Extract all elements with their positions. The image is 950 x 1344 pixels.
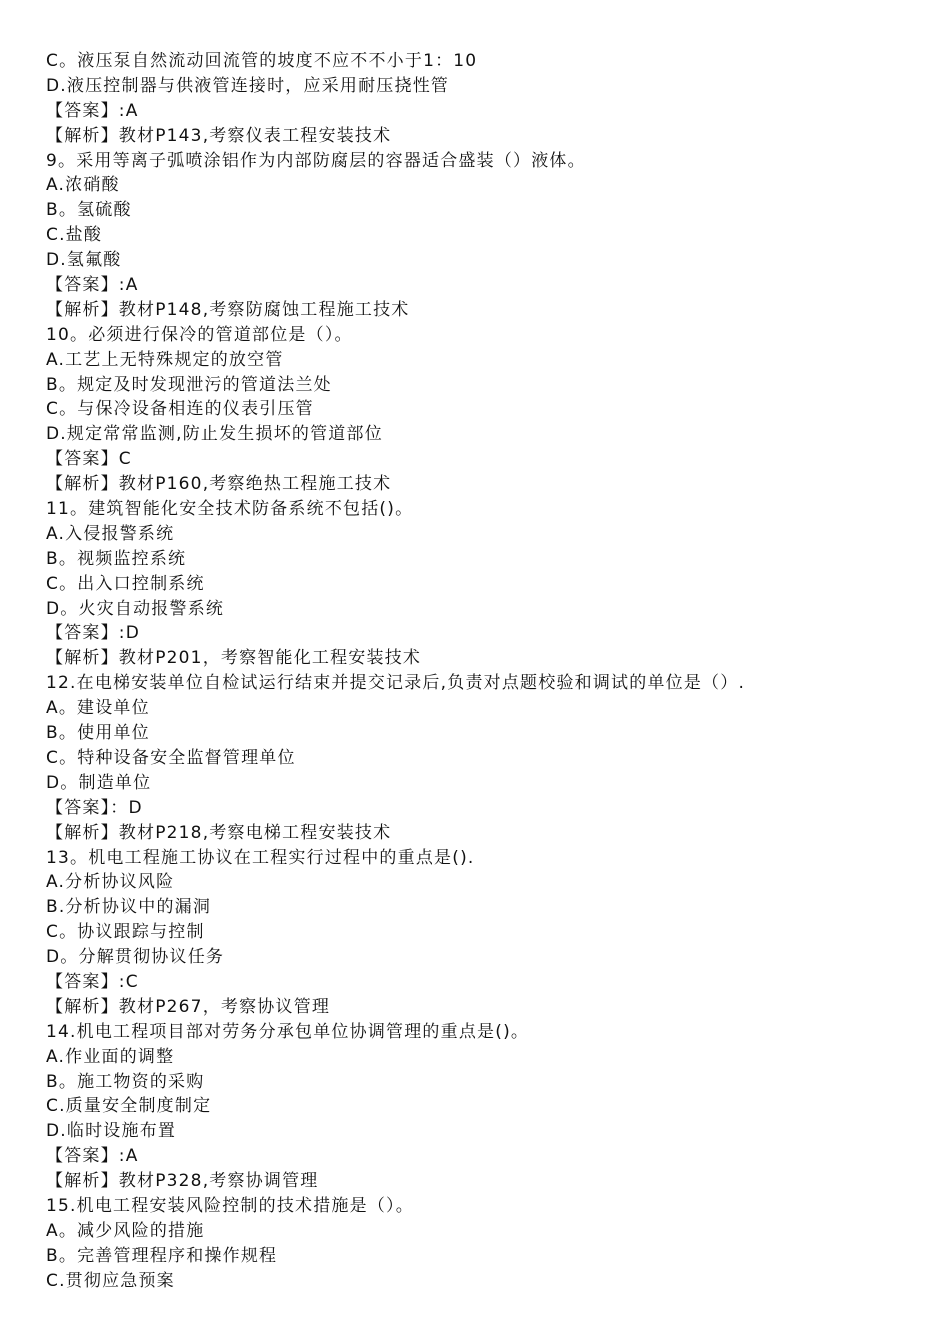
option-line: A.浓硝酸 <box>46 175 120 196</box>
option-line: B。规定及时发现泄污的管道法兰处 <box>46 374 332 395</box>
explanation-line: 【解析】教材P160,考察绝热工程施工技术 <box>46 474 392 495</box>
explanation-line: 【解析】教材P267，考察协议管理 <box>46 996 331 1017</box>
answer-line: 【答案】:C <box>46 971 139 992</box>
option-line: C。特种设备安全监督管理单位 <box>46 747 296 768</box>
option-line: A.分析协议风险 <box>46 872 175 893</box>
option-line: C。协议跟踪与控制 <box>46 922 205 943</box>
option-line: D.规定常常监测,防止发生损坏的管道部位 <box>46 424 383 445</box>
option-line: B.分析协议中的漏洞 <box>46 897 212 918</box>
answer-line: 【答案】:D <box>46 623 141 644</box>
question-line: 14.机电工程项目部对劳务分承包单位协调管理的重点是()。 <box>46 1021 530 1042</box>
explanation-line: 【解析】教材P148,考察防腐蚀工程施工技术 <box>46 299 410 320</box>
option-line: D.临时设施布置 <box>46 1121 177 1142</box>
question-line: 11。建筑智能化安全技术防备系统不包括()。 <box>46 499 414 520</box>
explanation-line: 【解析】教材P143,考察仪表工程安装技术 <box>46 125 392 146</box>
explanation-line: 【解析】教材P218,考察电梯工程安装技术 <box>46 822 392 843</box>
answer-line: 【答案】：D <box>46 797 143 818</box>
option-line: A。建设单位 <box>46 698 150 719</box>
option-line: C.质量安全制度制定 <box>46 1096 212 1117</box>
option-line: A。减少风险的措施 <box>46 1220 205 1241</box>
option-line: C.贯彻应急预案 <box>46 1270 175 1291</box>
option-line: D。火灾自动报警系统 <box>46 598 225 619</box>
question-line: 9。采用等离子弧喷涂铝作为内部防腐层的容器适合盛装（）液体。 <box>46 150 586 171</box>
question-line: 13。机电工程施工协议在工程实行过程中的重点是(). <box>46 847 475 868</box>
document-page <box>46 49 926 1294</box>
option-line: B。完善管理程序和操作规程 <box>46 1245 278 1266</box>
text-line: D.液压控制器与供液管连接时，应采用耐压挠性管 <box>46 75 450 96</box>
answer-line: 【答案】C <box>46 449 132 470</box>
question-line: 10。必须进行保冷的管道部位是（）。 <box>46 324 353 345</box>
option-line: A.入侵报警系统 <box>46 523 175 544</box>
text-line: C。液压泵自然流动回流管的坡度不应不不小于1：10 <box>46 51 478 71</box>
option-line: A.工艺上无特殊规定的放空管 <box>46 349 284 370</box>
option-line: B。氢硫酸 <box>46 200 132 221</box>
question-line: 15.机电工程安装风险控制的技术措施是（）。 <box>46 1195 414 1216</box>
option-line: D。制造单位 <box>46 772 152 793</box>
option-line: B。使用单位 <box>46 723 150 744</box>
answer-line: 【答案】:A <box>46 275 139 296</box>
answer-line: 【答案】:A <box>46 100 139 121</box>
question-line: 12.在电梯安装单位自检试运行结束并提交记录后,负责对点题校验和调试的单位是（）. <box>46 673 746 694</box>
explanation-line: 【解析】教材P328,考察协调管理 <box>46 1171 319 1192</box>
option-line: B。视频监控系统 <box>46 548 187 569</box>
option-line: D.氢氟酸 <box>46 250 122 271</box>
option-line: C。与保冷设备相连的仪表引压管 <box>46 399 314 420</box>
option-line: D。分解贯彻协议任务 <box>46 947 225 968</box>
answer-line: 【答案】:A <box>46 1146 139 1167</box>
explanation-line: 【解析】教材P201，考察智能化工程安装技术 <box>46 648 422 669</box>
option-line: C。出入口控制系统 <box>46 573 205 594</box>
option-line: C.盐酸 <box>46 225 103 246</box>
option-line: B。施工物资的采购 <box>46 1071 205 1092</box>
option-line: A.作业面的调整 <box>46 1046 175 1067</box>
